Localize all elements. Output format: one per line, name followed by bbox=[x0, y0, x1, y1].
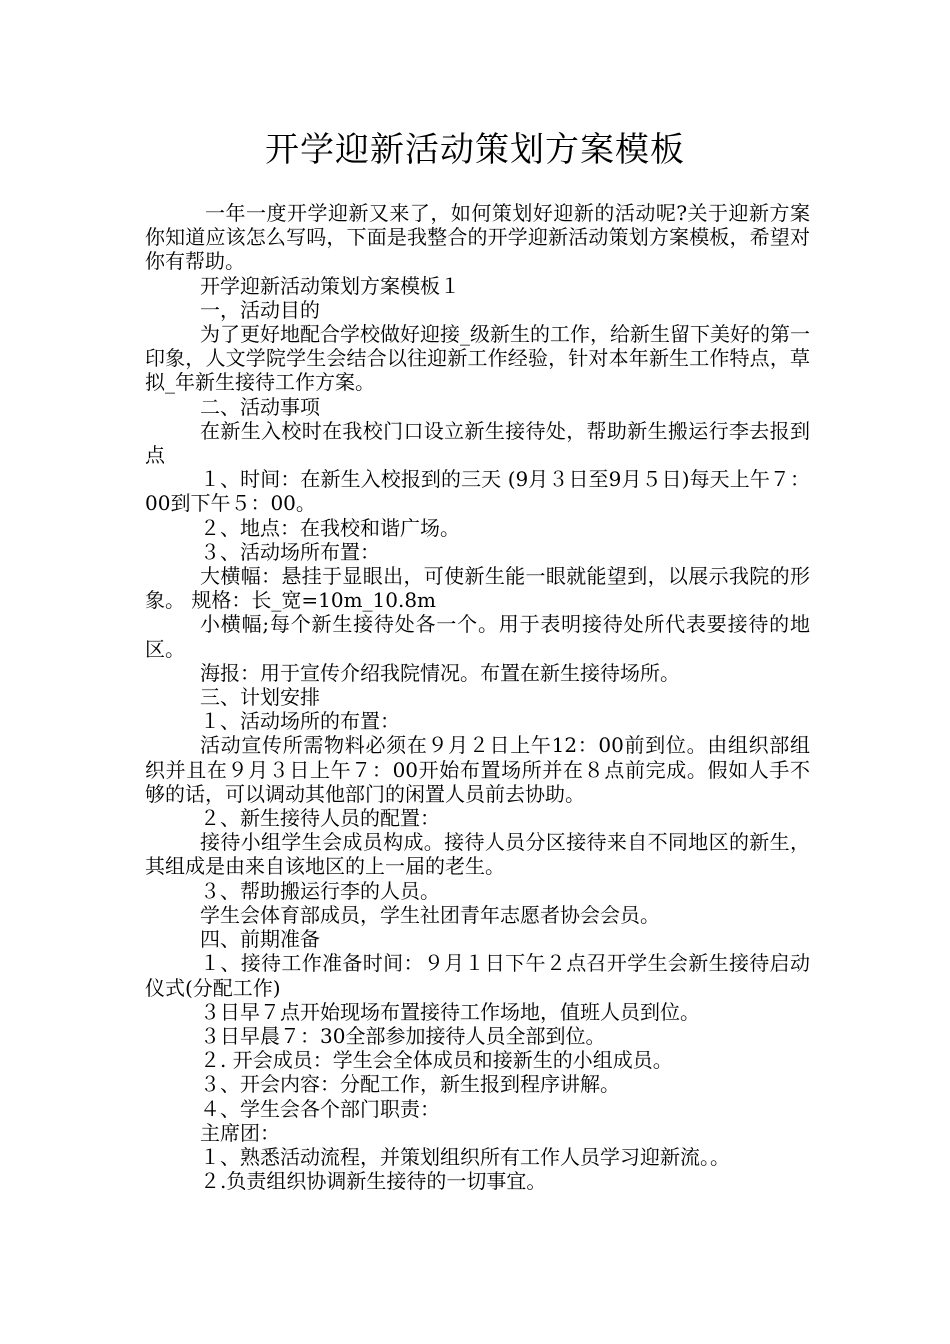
section-heading: 一，活动目的 bbox=[200, 297, 320, 322]
section-heading: 四、前期准备 bbox=[200, 927, 320, 952]
body-paragraph: 学生会体育部成员，学生社团青年志愿者协会会员。 bbox=[200, 902, 660, 927]
body-paragraph: 为了更好地配合学校做好迎接_级新生的工作，给新生留下美好的第一印象，人文学院学生会结合以往迎新工作经验，针对本年新生工作特点，草拟_年新生接待工作方案。 bbox=[145, 322, 810, 395]
body-paragraph: １、时间：在新生入校报到的三天 (9月３日至9月５日)每天上午７：00到下午５：00。 bbox=[145, 467, 810, 516]
section-heading: 开学迎新活动策划方案模板１ bbox=[200, 273, 460, 298]
body-paragraph: １、活动场所的布置： bbox=[200, 709, 400, 734]
body-paragraph: ３、帮助搬运行李的人员。 bbox=[200, 878, 440, 903]
body-paragraph: １、接待工作准备时间：９月１日下午２点召开学生会新生接待启动仪式(分配工作) bbox=[145, 951, 810, 1000]
body-paragraph: 活动宣传所需物料必须在９月２日上午12：00前到位。由组织部组织并且在９月３日上午７：00开始布置场所并在８点前完成。假如人手不够的话，可以调动其他部门的闲置人员前去协助。 bbox=[145, 733, 810, 806]
document-title: 开学迎新活动策划方案模板 bbox=[265, 130, 685, 170]
intro-paragraph: 一年一度开学迎新又来了，如何策划好迎新的活动呢?关于迎新方案你知道应该怎么写吗，下面是我整合的开学迎新活动策划方案模板，希望对你有帮助。 bbox=[145, 201, 810, 274]
body-paragraph: 小横幅;每个新生接待处各一个。用于表明接待处所代表要接待的地区。 bbox=[145, 612, 810, 661]
body-paragraph: １、熟悉活动流程，并策划组织所有工作人员学习迎新流。。 bbox=[200, 1144, 730, 1169]
section-heading: 三、计划安排 bbox=[200, 685, 320, 710]
body-paragraph: ２.负责组织协调新生接待的一切事宜。 bbox=[200, 1169, 547, 1194]
body-paragraph: ２. 开会成员：学生会全体成员和接新生的小组成员。 bbox=[200, 1048, 673, 1073]
body-paragraph: 大横幅：悬挂于显眼出，可使新生能一眼就能望到，以展示我院的形象。 规格：长_宽=10m_10.8m bbox=[145, 564, 810, 613]
section-heading: 二、活动事项 bbox=[200, 394, 320, 419]
body-paragraph: ３日早７点开始现场布置接待工作场地，值班人员到位。 bbox=[200, 999, 700, 1024]
body-paragraph: 海报：用于宣传介绍我院情况。布置在新生接待场所。 bbox=[200, 660, 680, 685]
document-body bbox=[145, 201, 810, 1193]
body-paragraph: ２、地点：在我校和谐广场。 bbox=[200, 515, 460, 540]
body-paragraph: 在新生入校时在我校门口设立新生接待处，帮助新生搬运行李去报到点 bbox=[145, 418, 810, 468]
body-paragraph: 主席团： bbox=[200, 1120, 280, 1145]
body-paragraph: ３、开会内容：分配工作，新生报到程序讲解。 bbox=[200, 1072, 620, 1097]
body-paragraph: ３日早晨７：30全部参加接待人员全部到位。 bbox=[200, 1023, 606, 1048]
body-paragraph: ３、活动场所布置： bbox=[200, 539, 380, 564]
body-paragraph: ２、新生接待人员的配置： bbox=[200, 806, 440, 831]
body-paragraph: 接待小组学生会成员构成。接待人员分区接待来自不同地区的新生，其组成是由来自该地区的上一届的老生。 bbox=[145, 830, 810, 879]
body-paragraph: ４、学生会各个部门职责： bbox=[200, 1096, 440, 1121]
